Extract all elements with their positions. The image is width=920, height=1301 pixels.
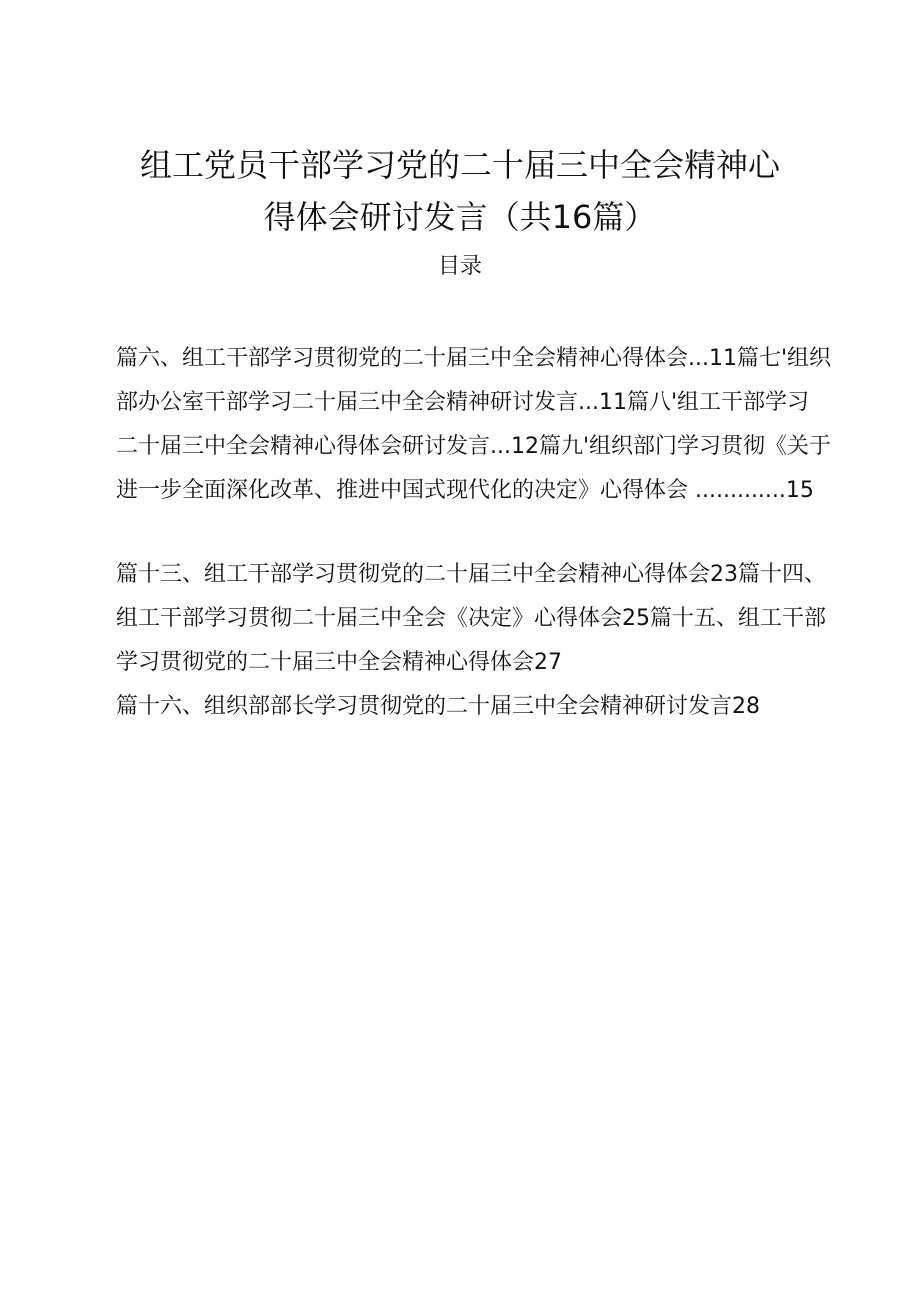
toc-block [116, 553, 856, 729]
toc-line: 二十届三中全会精神心得体会研讨发言...12篇九'组织部门学习贯彻《关于 [116, 434, 832, 459]
toc-line: 部办公室干部学习二十届三中全会精神研讨发言...11篇八'组工干部学习 [116, 390, 810, 415]
title-line: 组工党员干部学习党的二十届三中全会精神心 [139, 146, 780, 185]
document-title [60, 139, 860, 243]
toc-line: 组工干部学习贯彻二十届三中全会《决定》心得体会25篇十五、组工干部 [116, 606, 826, 631]
toc-heading: 目录 [437, 254, 482, 279]
title-line: 得体会研讨发言（共16篇） [263, 198, 657, 237]
toc-line: 学习贯彻党的二十届三中全会精神心得体会27 [116, 650, 562, 675]
toc-block [116, 337, 856, 513]
toc-line: 篇十六、组织部部长学习贯彻党的二十届三中全会精神研讨发言28 [116, 694, 760, 719]
toc-line: 进一步全面深化改革、推进中国式现代化的决定》心得体会 .............15 [116, 478, 814, 503]
toc-line: 篇十三、组工干部学习贯彻党的二十届三中全会精神心得体会23篇十四、 [116, 562, 826, 587]
toc-line: 篇六、组工干部学习贯彻党的二十届三中全会精神心得体会...11篇七'组织 [116, 346, 832, 371]
